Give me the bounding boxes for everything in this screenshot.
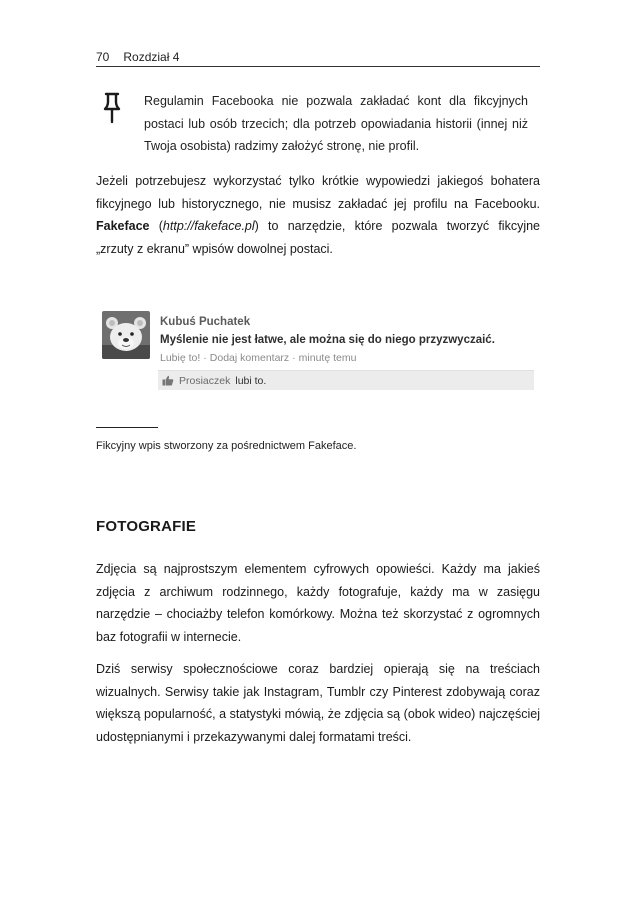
footnote-rule bbox=[96, 427, 158, 428]
post-status-text: Myślenie nie jest łatwe, ale można się do niego przyzwyczaić. bbox=[160, 334, 495, 346]
header-rule bbox=[96, 66, 540, 67]
liker-name: Prosiaczek bbox=[179, 374, 231, 387]
note-text: Regulamin Facebooka nie pozwala zakładać kont dla fikcyjnych postaci lub osób trzecich; dla potrzeb opowiadania historii (innej niż Twoja osobista) radzimy założyć stronę, nie profil. bbox=[144, 94, 528, 153]
fake-facebook-post bbox=[102, 306, 536, 394]
meta-separator: · bbox=[203, 352, 207, 364]
meta-separator: · bbox=[292, 352, 296, 364]
comment-link: Dodaj komentarz bbox=[209, 352, 290, 364]
figure-caption: Fikcyjny wpis stworzony za pośrednictwem Fakeface. bbox=[96, 440, 357, 452]
winnie-the-pooh-avatar-icon bbox=[102, 311, 150, 359]
paragraph-text: Jeżeli potrzebujesz wykorzystać tylko krótkie wypowiedzi jakiegoś bohatera fikcyjnego lub historycznego, nie musisz zakładać jej profilu na Facebooku. bbox=[96, 174, 540, 211]
like-link: Lubię to! bbox=[160, 352, 201, 364]
paragraph-fakeface bbox=[96, 170, 540, 260]
thumbs-up-icon bbox=[162, 375, 174, 386]
post-author-name: Kubuś Puchatek bbox=[160, 316, 251, 328]
paragraph-photos-intro: Zdjęcia są najprostszym elementem cyfrowych opowieści. Każdy ma jakieś zdjęcia z archiwum rodzinnego, każdy fotografuje, każdy ma w zasięgu narzędzie – chociażby telefon komórkowy. Można też skorzystać z ogromnych baz fotografii w internecie. bbox=[96, 562, 540, 644]
post-meta bbox=[160, 352, 356, 364]
chapter-title: Rozdział 4 bbox=[123, 50, 180, 64]
fakeface-name: Fakeface bbox=[96, 219, 150, 233]
paragraph-social-media: Dziś serwisy społecznościowe coraz bardziej opierają się na treściach wizualnych. Serwisy takie jak Instagram, Tumblr czy Pinterest zdobywają coraz większą popularność, a statystyki mówią, że zdjęcia są (obok wideo) najczęściej udostępnianymi i przekazywanymi dalej formatami treści. bbox=[96, 662, 540, 744]
post-time: minutę temu bbox=[298, 352, 357, 364]
paragraph-text: ( bbox=[149, 219, 163, 233]
likes-bar bbox=[158, 370, 534, 390]
running-header bbox=[96, 50, 540, 64]
likes-suffix: lubi to. bbox=[235, 374, 267, 387]
paragraph-text: ) to narzędzie, które pozwala tworzyć fikcyjne „zrzuty z ekranu” wpisów dowolnej postaci. bbox=[96, 219, 541, 256]
page-number: 70 bbox=[96, 50, 110, 64]
fakeface-url: http://fakeface.pl bbox=[162, 219, 255, 233]
pushpin-icon bbox=[102, 92, 122, 124]
book-page bbox=[96, 0, 540, 906]
section-heading: FOTOGRAFIE bbox=[96, 518, 197, 535]
